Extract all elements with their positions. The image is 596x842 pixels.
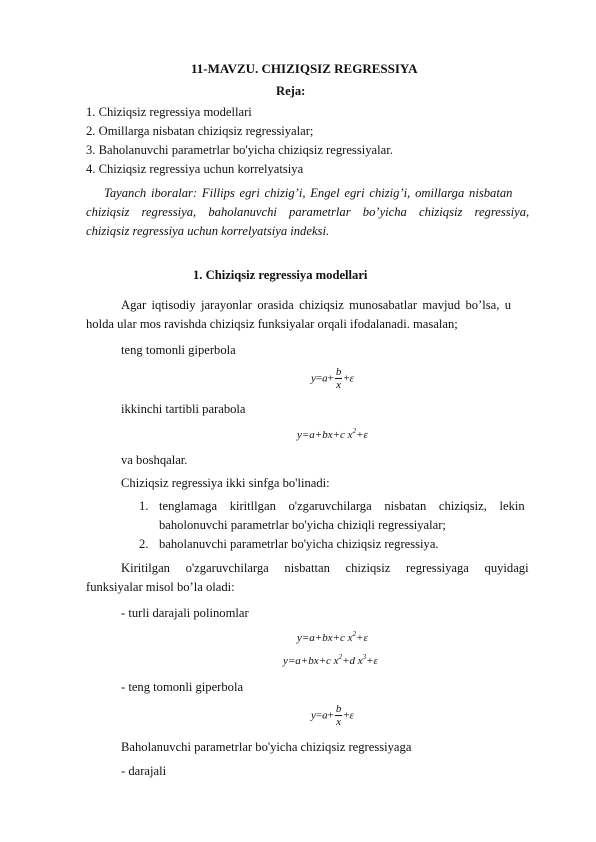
keywords-line: chiziqsiz regressiya uchun korrelyatsiya indeksi.: [86, 224, 330, 238]
parabola-formula: y=a+bx+c $x^2+\varepsilon$: [297, 427, 368, 441]
plan-item: 3. Baholanuvchi parametrlar bo'yicha chiziqsiz regressiyalar.: [86, 143, 393, 157]
list-item-number: 2.: [139, 537, 149, 551]
list-item-line: tenglamaga kiritllgan o'zgaruvchilarga nisbatan chiziqsiz, lekin: [159, 499, 525, 513]
plan-heading: Reja:: [276, 84, 306, 98]
paragraph-line: Kiritilgan o'zgaruvchilarga nisbattan chiziqsiz regressiyaga quyidagi: [121, 561, 529, 575]
polynomial-formula-2: y=a+bx+c $x^2+\varepsilon$: [297, 630, 368, 644]
polynomial-formula-3: y=a+bx+c $x^2+d$ $x^3+\varepsilon$: [283, 653, 378, 667]
power-label: - darajali: [121, 764, 167, 778]
hyperbola-formula: y=a+ $\frac{b}{x}$ +ε: [311, 703, 354, 728]
keywords-line: Tayanch iboralar: Fillips egri chizig’i, Engel egri chizig’i, omillarga nisbatan: [104, 186, 513, 200]
etc-label: va boshqalar.: [121, 453, 188, 467]
section-heading: 1. Chiziqsiz regressiya modellari: [193, 268, 368, 282]
classes-label: Chiziqsiz regressiya ikki sinfga bo'linadi:: [121, 476, 330, 490]
list-item-line: baholonuvchi parametrlar bo'yicha chiziqli regressiyalar;: [159, 518, 446, 532]
list-item-number: 1.: [139, 499, 149, 513]
plan-item: 2. Omillarga nisbatan chiziqsiz regressiyalar;: [86, 124, 314, 138]
list-item-line: baholanuvchi parametrlar bo'yicha chiziqsiz regressiya.: [159, 537, 439, 551]
hyperbola-label: - teng tomonli giperbola: [121, 680, 244, 694]
paragraph-line: funksiyalar misol bo’la oladi:: [86, 580, 235, 594]
page-title: 11-MAVZU. CHIZIQSIZ REGRESSIYA: [191, 61, 418, 76]
param-label: Baholanuvchi parametrlar bo'yicha chiziqsiz regressiyaga: [121, 740, 412, 754]
polynomial-label: - turli darajali polinomlar: [121, 606, 249, 620]
hyperbola-label: teng tomonli giperbola: [121, 343, 236, 357]
paragraph-line: Agar iqtisodiy jarayonlar orasida chiziqsiz munosabatlar mavjud bo’lsa, u: [121, 298, 512, 312]
plan-item: 4. Chiziqsiz regressiya uchun korrelyatsiya: [86, 162, 304, 176]
paragraph-line: holda ular mos ravishda chiziqsiz funksiyalar orqali ifodalanadi. masalan;: [86, 317, 458, 331]
keywords-line: chiziqsiz regressiya, baholanuvchi parametrlar bo’yicha chiziqsiz regressiya,: [86, 205, 530, 219]
plan-item: 1. Chiziqsiz regressiya modellari: [86, 105, 252, 119]
hyperbola-formula: y=a+ $\frac{b}{x}$ +ε: [311, 366, 354, 391]
parabola-label: ikkinchi tartibli parabola: [121, 402, 246, 416]
